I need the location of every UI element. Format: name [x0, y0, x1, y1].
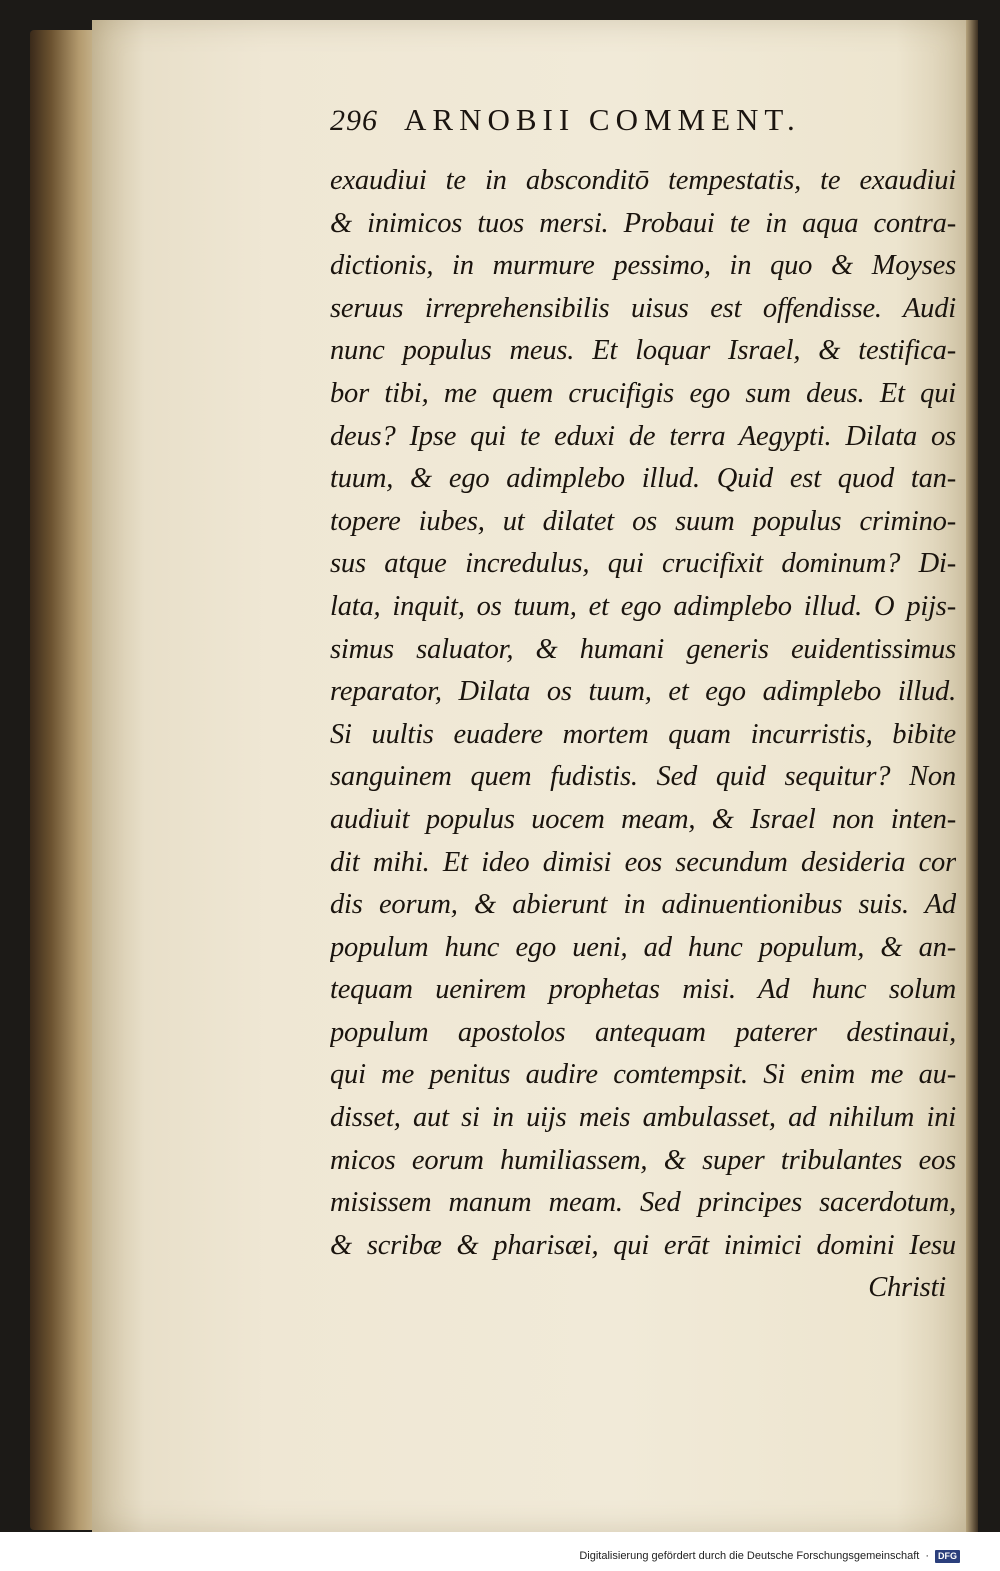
text-line: & inimicos tuos mersi. Probaui te in aqua contra- — [330, 207, 956, 239]
text-line: Si uultis euadere mortem quam incurristis, bibite — [330, 718, 956, 750]
text-line: topere iubes, ut dilatet os suum populus crimino- — [330, 505, 956, 537]
book-right-edge — [966, 20, 978, 1532]
text-line: exaudiui te in absconditō tempestatis, te exaudiui — [330, 165, 956, 196]
page-header — [330, 102, 870, 150]
text-line: dit mihi. Et ideo dimisi eos secundum desideria cor — [330, 846, 956, 878]
text-line: reparator, Dilata os tuum, et ego adimplebo illud. — [330, 676, 956, 708]
text-line: sanguinem quem fudistis. Sed quid sequitur? Non — [330, 761, 956, 793]
text-line: micos eorum humiliassem, & super tribulantes eos — [330, 1144, 956, 1176]
page-number: 296 — [330, 104, 378, 137]
text-line: tequam uenirem prophetas misi. Ad hunc solum — [330, 974, 956, 1006]
text-line: bor tibi, me quem crucifigis ego sum deus. Et qui — [330, 377, 956, 409]
text-line: audiuit populus uocem meam, & Israel non inten- — [330, 803, 956, 835]
text-line: populum hunc ego ueni, ad hunc populum, & an- — [330, 931, 956, 963]
funding-credit-text: Digitalisierung gefördert durch die Deutsche Forschungsgemeinschaft — [579, 1550, 920, 1562]
text-line: dictionis, in murmure pessimo, in quo & Moyses — [330, 250, 956, 282]
text-line: simus saluator, & humani generis euidentissimus — [330, 633, 956, 665]
text-line: populum apostolos antequam paterer destinaui, — [330, 1016, 956, 1048]
text-line: qui me penitus audire comtempsit. Si enim me au- — [330, 1059, 956, 1091]
text-line: lata, inquit, os tuum, et ego adimplebo illud. O pijs- — [330, 590, 956, 622]
text-line: Christi — [868, 1272, 946, 1304]
text-line: nunc populus meus. Et loquar Israel, & testifica- — [330, 335, 956, 367]
text-line: dis eorum, & abierunt in adinuentionibus suis. Ad — [330, 889, 956, 921]
text-line: misissem manum meam. Sed principes sacerdotum, — [330, 1187, 956, 1219]
footer-credit: Digitalisierung gefördert durch die Deutsche Forschungsgemeinschaft · DFG — [579, 1546, 960, 1566]
text-line: tuum, & ego adimplebo illud. Quid est quod tan- — [330, 463, 956, 495]
text-line: seruus irreprehensibilis uisus est offendisse. Audi — [330, 292, 956, 324]
text-line: disset, aut si in uijs meis ambulasset, ad nihilum ini — [330, 1102, 956, 1134]
text-line: sus atque incredulus, qui crucifixit dominum? Di- — [330, 548, 956, 580]
dfg-logo: DFG — [935, 1550, 960, 1563]
text-line: & scribæ & pharisæi, qui erāt inimici domini Iesu — [330, 1229, 956, 1261]
body-text — [330, 160, 956, 1310]
text-line: deus? Ipse qui te eduxi de terra Aegypti. Dilata os — [330, 420, 956, 452]
book-left-edge — [30, 30, 100, 1530]
running-title: ARNOBII COMMENT. — [404, 102, 801, 137]
